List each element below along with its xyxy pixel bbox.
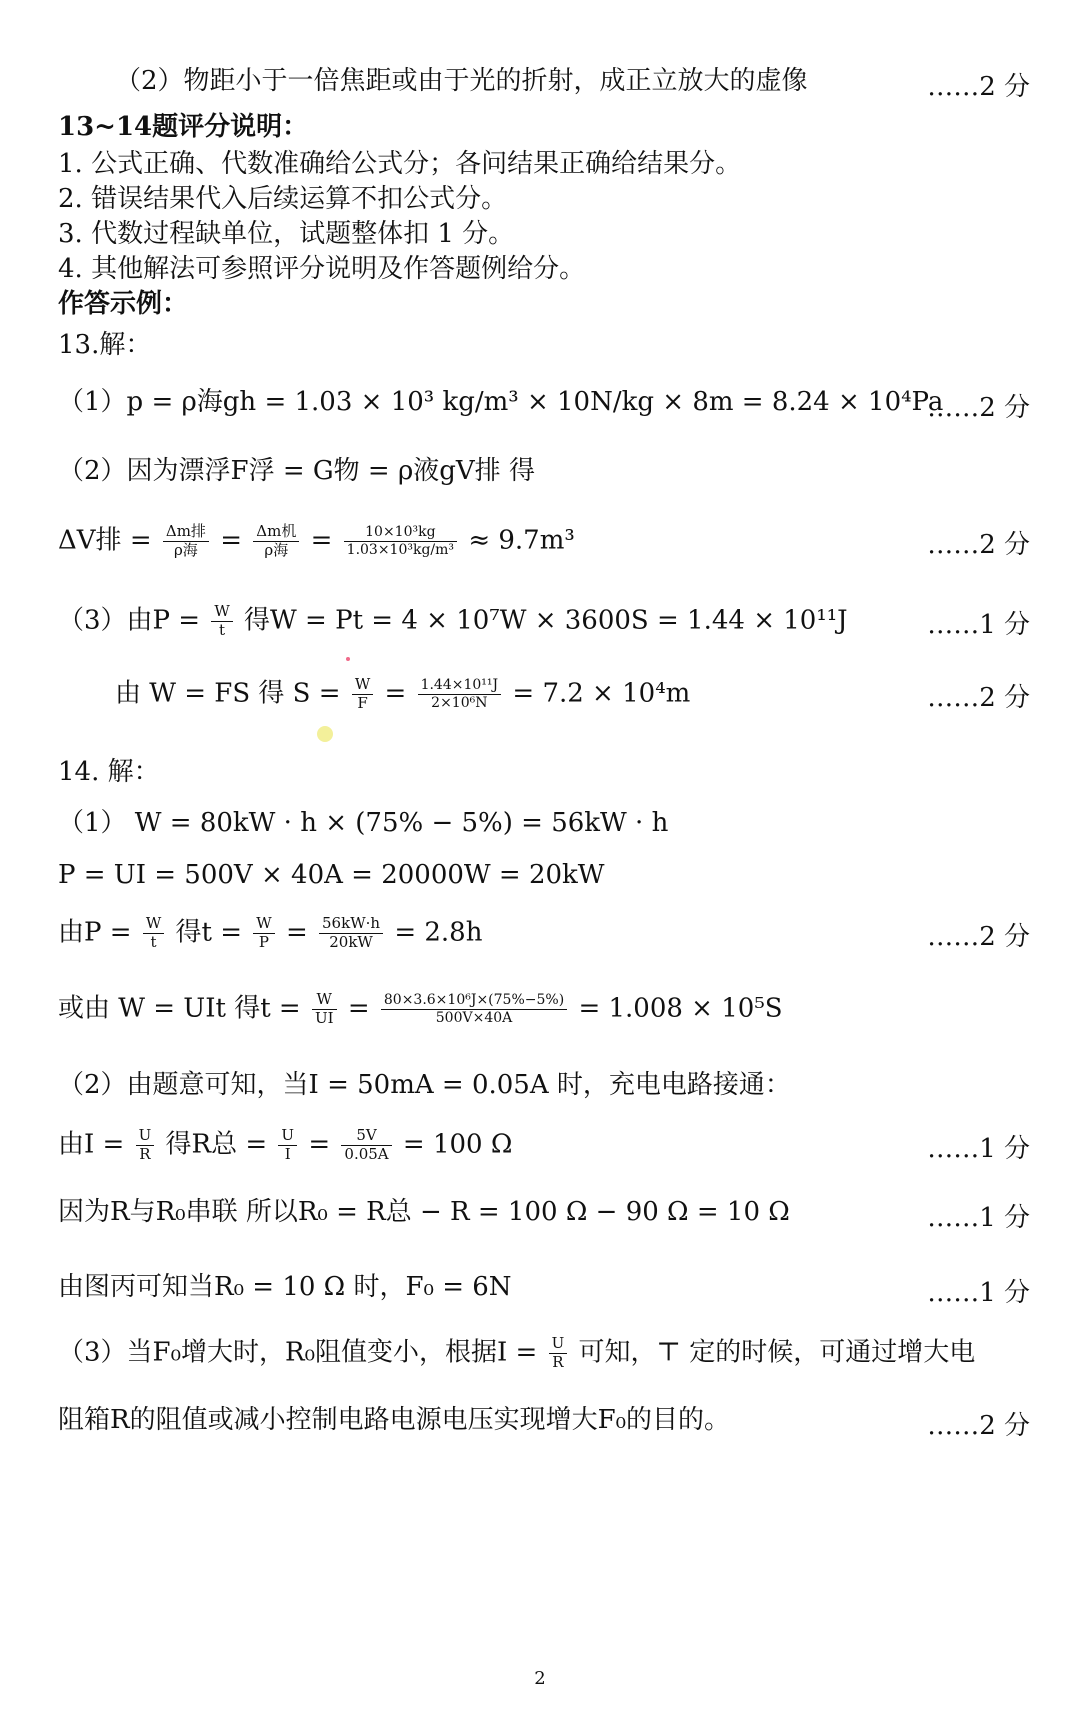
scoring-rule-3: 3. 代数过程缺单位，试题整体扣 1 分。: [58, 219, 515, 249]
highlight-mark-dot: [317, 726, 333, 742]
answer-14-2c: 因为R与R₀串联 所以R₀ = R总 − R = 100 Ω − 90 Ω = 10 Ω: [58, 1197, 790, 1227]
answer-14-1b: P = UI = 500V × 40A = 20000W = 20kW: [58, 860, 605, 890]
score-14-2b: ……1 分: [927, 1134, 1030, 1164]
question-13-heading: 13.解：: [58, 330, 152, 360]
pink-mark-dot: [346, 657, 350, 661]
fraction-numeric-resistance: $\frac{5V}{0.05A}$: [341, 1128, 391, 1163]
score-14-2c: ……1 分: [927, 1203, 1030, 1233]
answer-14-2d: 由图丙可知当R₀ = 10 Ω 时，F₀ = 6N: [58, 1272, 512, 1302]
page-number: 2: [534, 1668, 546, 1689]
fraction-u-over-i: $\frac{U}{I}$: [278, 1128, 297, 1163]
examples-heading: 作答示例：: [58, 289, 189, 319]
fraction-w-over-t-2: $\frac{W}{t}$: [143, 916, 164, 951]
fraction-u-over-r-2: $\frac{U}{R}$: [549, 1336, 568, 1371]
fraction-w-over-f: $\frac{W}{F}$: [352, 677, 373, 712]
fraction-numeric-volume: $\frac{\text{10×10³kg}}{\text{1.03×10³kg/m³}}$: [344, 525, 457, 557]
answer-14-3a: （3）当F₀增大时，R₀阻值变小，根据I = $\frac{U}{R}$ 可知，⊤ 定的时候，可通过增大电: [58, 1334, 976, 1371]
fraction-w-over-ui: $\frac{W}{UI}$: [312, 992, 337, 1027]
answer-12-2: （2）物距小于一倍焦距或由于光的折射，成正立放大的虚像: [115, 66, 808, 96]
fraction-w-over-t: $\frac{W}{t}$: [211, 604, 232, 639]
answer-13-2: （2）因为漂浮F浮 = G物 = ρ液gV排 得: [58, 456, 535, 486]
fraction-u-over-r: $\frac{U}{R}$: [136, 1128, 155, 1163]
fraction-energy-over-power: $\frac{56kW\cdot h}{20kW}$: [319, 916, 383, 951]
score-13-3a: ……1 分: [927, 610, 1030, 640]
fraction-numeric-time: $\frac{\text{80×3.6×10⁶J×(75\%−5\%)}}{500V\times 40A}$: [381, 993, 567, 1025]
scoring-rule-1: 1. 公式正确、代数准确给公式分；各问结果正确给结果分。: [58, 149, 742, 179]
score-12-2: ……2 分: [927, 72, 1030, 102]
score-13-3b: ……2 分: [927, 683, 1030, 713]
answer-14-1c: 由P = $\frac{W}{t}$ 得t = $\frac{W}{P}$ = $\frac{56kW\cdot h}{20kW}$ = 2.8h: [58, 914, 483, 951]
answer-13-2-formula: ΔV排 = $\frac{\text{Δm排}}{\text{ρ海}}$ = $\frac{\text{Δm机}}{\text{ρ海}}$ = $\frac{\text{10×10³kg}}{\text{1.03×10³kg/m³}}$ ≈ 9.7m³: [58, 522, 575, 559]
question-14-heading: 14. 解：: [58, 757, 160, 787]
delta-v-lhs: ΔV排 =: [58, 525, 152, 556]
answer-13-3a: （3）由P = $\frac{W}{t}$ 得W = Pt = 4 × 10⁷W × 3600S = 1.44 × 10¹¹J: [58, 602, 848, 639]
answer-13-1: （1）p = ρ海gh = 1.03 × 10³ kg/m³ × 10N/kg × 8m = 8.24 × 10⁴Pa: [58, 387, 944, 417]
fraction-w-over-p: $\frac{W}{P}$: [253, 916, 274, 951]
answer-14-1a: （1） W = 80kW · h × (75% − 5%) = 56kW · h: [58, 808, 669, 838]
scoring-rule-2: 2. 错误结果代入后续运算不扣公式分。: [58, 184, 508, 214]
score-14-3: ……2 分: [927, 1411, 1030, 1441]
score-14-1: ……2 分: [927, 922, 1030, 952]
fraction-delta-m-pai: $\frac{\text{Δm排}}{\text{ρ海}}$: [163, 524, 209, 559]
fraction-delta-m-ji: $\frac{\text{Δm机}}{\text{ρ海}}$: [253, 524, 299, 559]
answer-14-2b: 由I = $\frac{U}{R}$ 得R总 = $\frac{U}{I}$ = $\frac{5V}{0.05A}$ = 100 Ω: [58, 1126, 513, 1163]
score-13-2: ……2 分: [927, 530, 1030, 560]
scoring-rule-4: 4. 其他解法可参照评分说明及作答题例给分。: [58, 254, 586, 284]
answer-13-3b: 由 W = FS 得 S = $\frac{W}{F}$ = $\frac{\text{1.44×10¹¹J}}{\text{2×10⁶N}}$ = 7.2 × 10⁴m: [115, 675, 691, 712]
answer-14-2a: （2）由题意可知，当I = 50mA = 0.05A 时，充电电路接通：: [58, 1070, 791, 1100]
score-13-1: ……2 分: [927, 393, 1030, 423]
fraction-numeric-distance: $\frac{\text{1.44×10¹¹J}}{\text{2×10⁶N}}$: [418, 678, 502, 710]
answer-14-1d: 或由 W = UIt 得t = $\frac{W}{UI}$ = $\frac{\text{80×3.6×10⁶J×(75\%−5\%)}}{500V\times 40A}$ = 1.008 × 10⁵S: [58, 990, 783, 1027]
delta-v-result: ≈ 9.7m³: [468, 525, 575, 556]
score-14-2d: ……1 分: [927, 1278, 1030, 1308]
scoring-heading: 13~14题评分说明：: [58, 112, 309, 142]
answer-14-3b: 阻箱R的阻值或减小控制电路电源电压实现增大F₀的目的。: [58, 1405, 731, 1435]
